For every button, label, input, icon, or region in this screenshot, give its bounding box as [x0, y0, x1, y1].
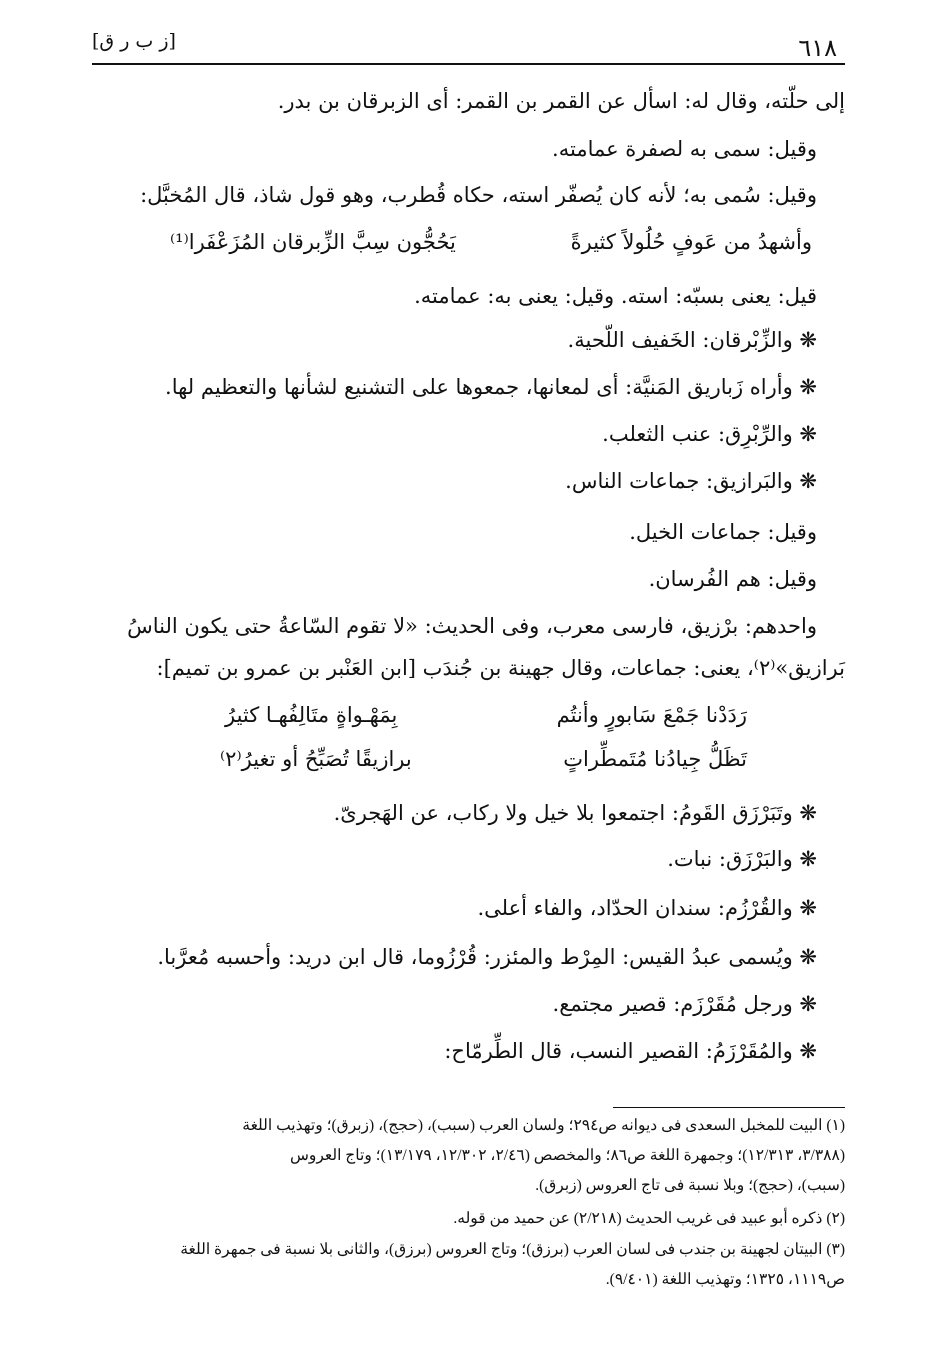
entry-line: ❋ وأراه زَباريق المَنيَّة: أى لمعانها، جمعوها على التشنيع لشأنها والتعظيم لها.	[165, 375, 817, 399]
verse-hemistich: تَظَلُّ جِيادُنا مُتَمطِّراتٍ	[563, 747, 747, 771]
footnote-line: ص١١١٩، ١٣٢٥؛ وتهذيب اللغة (٩/٤٠١).	[605, 1271, 845, 1288]
entry-line: ❋ ويُسمى عبدُ القيس: المِرْط والمئزر: قُرْزُوما، قال ابن دريد: وأحسبه مُعرَّبا.	[157, 945, 817, 969]
entry-line: إلى حلّته، وقال له: اسأل عن القمر بن القمر: أى الزبرقان بن بدر.	[277, 89, 845, 113]
entry-line: قيل: يعنى بسبّه: استه. وقيل: يعنى به: عمامته.	[414, 284, 817, 308]
root-tag: [ز ب ر ق]	[92, 30, 176, 52]
entry-line: واحدهم: برْزيق، فارسى معرب، وفى الحديث: «لا تقوم السّاعةُ حتى يكون الناسُ	[127, 614, 817, 638]
entry-line: وقيل: جماعات الخيل.	[629, 520, 817, 544]
entry-line: وقيل: هم الفُرسان.	[648, 567, 817, 591]
footnote-line: (٢) ذكره أبو عبيد فى غريب الحديث (٢/٢١٨) عن حميد من قوله.	[453, 1210, 845, 1227]
entry-line: ❋ والقُرْزُم: سندان الحدّاد، والفاء أعلى.	[477, 896, 817, 920]
entry-line: ❋ وتَبَرْزَق القَومُ: اجتمعوا بلا خيل ولا ركاب، عن الهَجرىّ.	[333, 801, 817, 825]
entry-line: بَرازيق»⁽٢⁾، يعنى: جماعات، وقال جهينة بن جُندَب [ابن العَنْبر بن عمرو بن تميم]:	[156, 656, 845, 680]
footnote-rule	[613, 1107, 845, 1108]
verse-hemistich: رَدَدْنا جَمْعَ سَابورٍ وأنتُم	[556, 703, 747, 727]
entry-line: ❋ والرِّبْرِق: عنب الثعلب.	[602, 422, 817, 446]
entry-line: وقيل: سمى به لصفرة عمامته.	[552, 137, 817, 161]
entry-line: ❋ والمُقَرْزَمُ: القصير النسب، قال الطِّرمّاح:	[444, 1039, 817, 1063]
entry-line: ❋ والزِّبْرقان: الخَفيف اللّحية.	[567, 328, 817, 352]
page-number: ٦١٨	[798, 34, 837, 62]
entry-line: وقيل: سُمى به؛ لأنه كان يُصفّر استه، حكاه قُطرب، وهو قول شاذ، قال المُخبَّل:	[140, 183, 817, 207]
header-rule	[92, 63, 845, 65]
entry-line: ❋ والبَرْزَق: نبات.	[667, 847, 817, 871]
entry-line: ❋ ورجل مُقَرْزَم: قصير مجتمع.	[552, 992, 817, 1016]
verse-hemistich: بِمَهْـواةٍ متَالِفُهـا كثيرُ	[225, 703, 398, 727]
footnote-line: (٣) البيتان لجهينة بن جندب فى لسان العرب (برزق)؛ وتاج العروس (برزق)، والثانى بلا نسبة فى جمهرة اللغة	[180, 1241, 845, 1258]
verse-hemistich: يَحُجُّون سِبَّ الزِّبرقان المُزَعْفَرا⁽¹⁾	[170, 230, 456, 254]
verse-hemistich: وأشهدُ من عَوفٍ حُلُولاً كثيرةً	[570, 230, 812, 254]
footnote-line: (سبب)، (حجج)؛ وبلا نسبة فى تاج العروس (زبرق).	[535, 1177, 845, 1194]
verse-hemistich: برازيقًا تُصَبِّحُ أو تغيرُ⁽٢⁾	[220, 747, 412, 771]
entry-line: ❋ والبَرازيق: جماعات الناس.	[565, 469, 817, 493]
page-header	[92, 22, 845, 62]
footnote-line: (٣/٣٨٨، ١٢/٣١٣)؛ وجمهرة اللغة ص٨٦؛ والمخصص (٢/٤٦، ١٢/٣٠٢، ١٣/١٧٩)؛ وتاج العروس	[289, 1147, 845, 1164]
footnote-line: (١) البيت للمخبل السعدى فى ديوانه ص٢٩٤؛ ولسان العرب (سبب)، (حجج)، (زبرق)؛ وتهذيب اللغة	[242, 1117, 845, 1134]
